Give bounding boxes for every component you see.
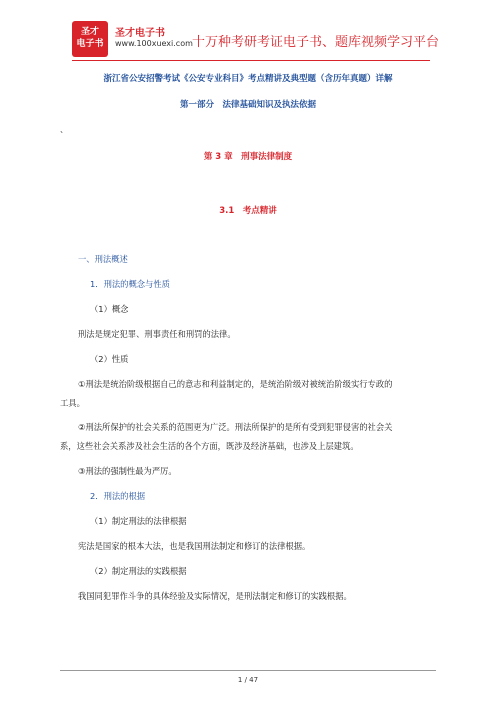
footer-divider [60, 670, 436, 671]
subheading-concept: （1）概念 [90, 304, 129, 314]
brand-url: www.100xuexi.com [115, 39, 193, 48]
stray-mark: 、 [60, 125, 68, 134]
logo-text-line2: 电子书 [76, 39, 104, 49]
heading-1: 一、刑法概述 [78, 254, 128, 264]
paragraph-definition: 刑法是规定犯罪、刑事责任和刑罚的法律。 [78, 329, 236, 339]
page-number: 1 / 47 [237, 676, 259, 684]
header-slogan: 十万种考研考证电子书、题库视频学习平台 [192, 35, 440, 50]
subheading-practical-basis: （2）制定刑法的实践根据 [90, 566, 187, 576]
paragraph-practical-basis: 我国同犯罪作斗争的具体经验及实际情况，是刑法制定和修订的实践根据。 [78, 591, 352, 601]
heading-2-concept: 1．刑法的概念与性质 [90, 279, 170, 289]
heading-2-basis: 2．刑法的根据 [90, 491, 146, 501]
paragraph-nature-3: ③刑法的强制性最为严厉。 [78, 466, 177, 476]
paragraph-nature-2-line1: ②刑法所保护的社会关系的范围更为广泛。刑法所保护的是所有受到犯罪侵害的社会关 [78, 422, 393, 432]
section-title: 3.1 考点精讲 [219, 206, 277, 216]
subheading-legal-basis: （1）制定刑法的法律根据 [90, 516, 187, 526]
logo-text-line1: 圣才 [80, 27, 99, 37]
paragraph-legal-basis: 宪法是国家的根本大法，也是我国刑法制定和修订的法律根据。 [78, 541, 311, 551]
brand-name: 圣才电子书 [115, 28, 165, 39]
paragraph-nature-1-line2: 工具。 [60, 398, 85, 408]
document-title: 浙江省公安招警考试《公安专业科目》考点精讲及典型题（含历年真题）详解 [103, 74, 393, 84]
header-divider [72, 60, 430, 61]
part-title: 第一部分 法律基础知识及执法依据 [179, 100, 316, 110]
page-header [72, 21, 440, 65]
brand-logo [72, 21, 108, 57]
chapter-title: 第 3 章 刑事法律制度 [203, 152, 293, 162]
paragraph-nature-1-line1: ①刑法是统治阶级根据自己的意志和利益制定的，是统治阶级对被统治阶级实行专政的 [78, 379, 393, 389]
paragraph-nature-2-line2: 系，这些社会关系涉及社会生活的各个方面，既涉及经济基础，也涉及上层建筑。 [60, 441, 359, 451]
subheading-nature: （2）性质 [90, 354, 129, 364]
